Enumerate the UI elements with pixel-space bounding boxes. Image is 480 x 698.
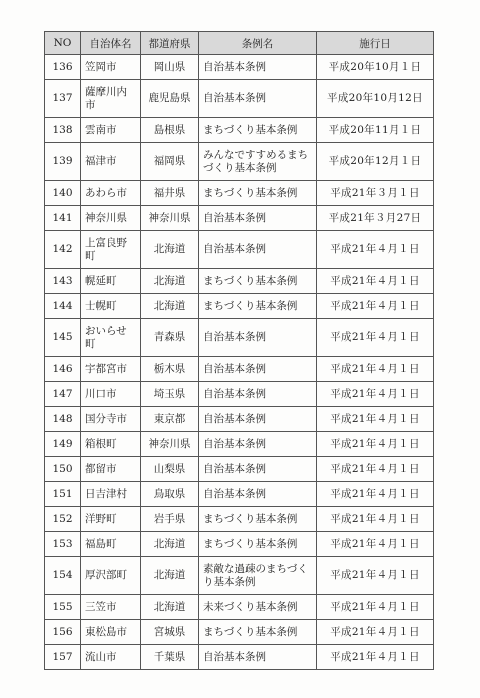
cell-no: 149 [45, 432, 81, 457]
cell-no: 146 [45, 357, 81, 382]
cell-no: 141 [45, 206, 81, 231]
cell-ordinance: 自治基本条例 [199, 231, 317, 269]
table-header [45, 32, 434, 55]
cell-municipality: 幌延町 [81, 269, 141, 294]
cell-ordinance: まちづくり基本条例 [199, 532, 317, 557]
cell-prefecture: 北海道 [141, 557, 199, 595]
cell-ordinance: 自治基本条例 [199, 407, 317, 432]
cell-date: 平成21年４月１日 [317, 269, 434, 294]
table-row [45, 645, 434, 670]
table-row [45, 407, 434, 432]
cell-no: 143 [45, 269, 81, 294]
cell-date: 平成21年４月１日 [317, 407, 434, 432]
cell-municipality: 東松島市 [81, 620, 141, 645]
table-row [45, 382, 434, 407]
cell-no: 153 [45, 532, 81, 557]
cell-no: 145 [45, 319, 81, 357]
cell-prefecture: 鹿児島県 [141, 80, 199, 118]
cell-date: 平成21年４月１日 [317, 482, 434, 507]
cell-municipality: 厚沢部町 [81, 557, 141, 595]
cell-date: 平成21年４月１日 [317, 357, 434, 382]
table-row [45, 532, 434, 557]
cell-no: 138 [45, 118, 81, 143]
cell-ordinance: まちづくり基本条例 [199, 118, 317, 143]
cell-prefecture: 東京都 [141, 407, 199, 432]
cell-prefecture: 島根県 [141, 118, 199, 143]
cell-ordinance: 未来づくり基本条例 [199, 595, 317, 620]
cell-ordinance: 自治基本条例 [199, 482, 317, 507]
cell-date: 平成21年４月１日 [317, 432, 434, 457]
cell-municipality: 神奈川県 [81, 206, 141, 231]
cell-date: 平成21年３月27日 [317, 206, 434, 231]
cell-ordinance: 自治基本条例 [199, 432, 317, 457]
header-date: 施行日 [317, 32, 434, 55]
cell-ordinance: 自治基本条例 [199, 645, 317, 670]
cell-date: 平成21年４月１日 [317, 382, 434, 407]
cell-ordinance: 自治基本条例 [199, 80, 317, 118]
table-row [45, 269, 434, 294]
table-row [45, 357, 434, 382]
table-body [45, 55, 434, 670]
header-ordinance: 条例名 [199, 32, 317, 55]
cell-no: 148 [45, 407, 81, 432]
cell-prefecture: 北海道 [141, 269, 199, 294]
cell-municipality: 雲南市 [81, 118, 141, 143]
cell-date: 平成21年４月１日 [317, 457, 434, 482]
cell-municipality: 洋野町 [81, 507, 141, 532]
cell-date: 平成21年４月１日 [317, 645, 434, 670]
cell-no: 140 [45, 181, 81, 206]
cell-municipality: 宇都宮市 [81, 357, 141, 382]
cell-no: 136 [45, 55, 81, 80]
cell-ordinance: まちづくり基本条例 [199, 294, 317, 319]
cell-prefecture: 千葉県 [141, 645, 199, 670]
cell-ordinance: 自治基本条例 [199, 319, 317, 357]
cell-prefecture: 山梨県 [141, 457, 199, 482]
cell-prefecture: 北海道 [141, 532, 199, 557]
cell-ordinance: 素敵な過疎のまちづくり基本条例 [199, 557, 317, 595]
cell-prefecture: 神奈川県 [141, 432, 199, 457]
cell-municipality: 福津市 [81, 143, 141, 181]
table-row [45, 457, 434, 482]
cell-no: 147 [45, 382, 81, 407]
cell-no: 157 [45, 645, 81, 670]
cell-ordinance: みんなですすめるまちづくり基本条例 [199, 143, 317, 181]
cell-date: 平成21年４月１日 [317, 557, 434, 595]
cell-no: 155 [45, 595, 81, 620]
cell-date: 平成21年４月１日 [317, 532, 434, 557]
cell-date: 平成21年３月１日 [317, 181, 434, 206]
cell-no: 150 [45, 457, 81, 482]
cell-prefecture: 埼玉県 [141, 382, 199, 407]
cell-date: 平成21年４月１日 [317, 620, 434, 645]
cell-date: 平成20年11月１日 [317, 118, 434, 143]
cell-no: 152 [45, 507, 81, 532]
cell-ordinance: まちづくり基本条例 [199, 507, 317, 532]
cell-no: 156 [45, 620, 81, 645]
cell-municipality: 士幌町 [81, 294, 141, 319]
cell-prefecture: 青森県 [141, 319, 199, 357]
table-row [45, 482, 434, 507]
cell-ordinance: まちづくり基本条例 [199, 181, 317, 206]
table-row [45, 55, 434, 80]
cell-no: 144 [45, 294, 81, 319]
cell-ordinance: 自治基本条例 [199, 55, 317, 80]
cell-ordinance: 自治基本条例 [199, 206, 317, 231]
ordinance-table [44, 31, 434, 670]
cell-date: 平成21年４月１日 [317, 507, 434, 532]
cell-prefecture: 宮城県 [141, 620, 199, 645]
cell-municipality: 笠岡市 [81, 55, 141, 80]
cell-municipality: 薩摩川内市 [81, 80, 141, 118]
table-row [45, 557, 434, 595]
cell-date: 平成20年10月12日 [317, 80, 434, 118]
cell-date: 平成21年４月１日 [317, 294, 434, 319]
cell-municipality: 三笠市 [81, 595, 141, 620]
cell-prefecture: 北海道 [141, 231, 199, 269]
cell-prefecture: 鳥取県 [141, 482, 199, 507]
cell-prefecture: 岡山県 [141, 55, 199, 80]
cell-date: 平成21年４月１日 [317, 595, 434, 620]
cell-date: 平成21年４月１日 [317, 319, 434, 357]
cell-no: 154 [45, 557, 81, 595]
cell-date: 平成20年10月１日 [317, 55, 434, 80]
cell-prefecture: 神奈川県 [141, 206, 199, 231]
cell-municipality: おいらせ町 [81, 319, 141, 357]
table-row [45, 319, 434, 357]
cell-prefecture: 北海道 [141, 595, 199, 620]
cell-ordinance: 自治基本条例 [199, 357, 317, 382]
cell-ordinance: 自治基本条例 [199, 382, 317, 407]
header-no: NO [45, 32, 81, 55]
header-prefecture: 都道府県 [141, 32, 199, 55]
cell-no: 151 [45, 482, 81, 507]
table-row [45, 231, 434, 269]
cell-prefecture: 福岡県 [141, 143, 199, 181]
cell-municipality: 川口市 [81, 382, 141, 407]
cell-ordinance: まちづくり基本条例 [199, 620, 317, 645]
table-row [45, 118, 434, 143]
table-row [45, 294, 434, 319]
cell-no: 139 [45, 143, 81, 181]
header-row [45, 32, 434, 55]
header-municipality: 自治体名 [81, 32, 141, 55]
cell-municipality: 都留市 [81, 457, 141, 482]
cell-ordinance: まちづくり基本条例 [199, 269, 317, 294]
cell-prefecture: 北海道 [141, 294, 199, 319]
table-row [45, 80, 434, 118]
table-row [45, 620, 434, 645]
cell-municipality: 箱根町 [81, 432, 141, 457]
cell-municipality: 日吉津村 [81, 482, 141, 507]
cell-prefecture: 岩手県 [141, 507, 199, 532]
cell-prefecture: 福井県 [141, 181, 199, 206]
cell-no: 142 [45, 231, 81, 269]
cell-prefecture: 栃木県 [141, 357, 199, 382]
cell-date: 平成20年12月１日 [317, 143, 434, 181]
cell-municipality: 上富良野町 [81, 231, 141, 269]
table-row [45, 507, 434, 532]
cell-date: 平成21年４月１日 [317, 231, 434, 269]
table-row [45, 206, 434, 231]
table-row [45, 181, 434, 206]
cell-municipality: あわら市 [81, 181, 141, 206]
cell-municipality: 流山市 [81, 645, 141, 670]
cell-municipality: 福島町 [81, 532, 141, 557]
table-row [45, 432, 434, 457]
cell-ordinance: 自治基本条例 [199, 457, 317, 482]
table-row [45, 143, 434, 181]
table-row [45, 595, 434, 620]
cell-no: 137 [45, 80, 81, 118]
cell-municipality: 国分寺市 [81, 407, 141, 432]
